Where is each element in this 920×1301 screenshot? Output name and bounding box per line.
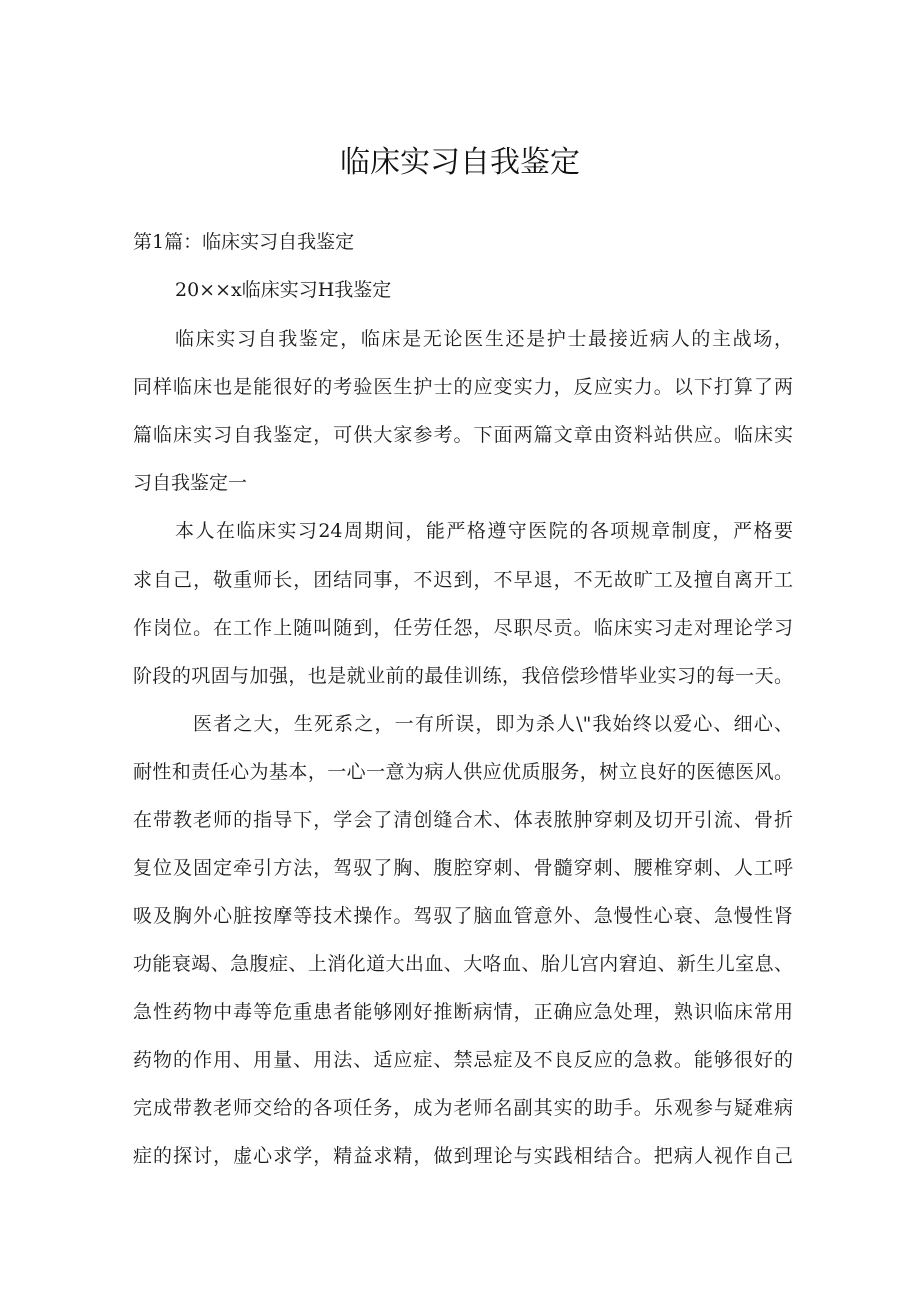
paragraph-line: 复位及固定牵引方法，驾驭了胸、腹腔穿刺、骨髓穿刺、腰椎穿刺、人工呼 (133, 857, 793, 879)
paragraph-line: 作岗位。在工作上随叫随到，任劳任怨，尽职尽贡。临床实习走对理论学习 (133, 617, 793, 639)
paragraph-line: 求自己，敬重师长，团结同事，不迟到，不早退，不无故旷工及擅自离开工 (133, 569, 793, 591)
paragraph-line: 急性药物中毒等危重患者能够刚好推断病情，正确应急处理，熟识临床常用 (133, 1001, 793, 1023)
paragraph-line: 耐性和责任心为基本，一心一意为病人供应优质服务，树立良好的医德医风。 (133, 761, 793, 783)
paragraph-line: 功能衰竭、急腹症、上消化道大出血、大咯血、胎儿宫内窘迫、新生儿室息、 (133, 953, 793, 975)
paragraph-line: 在带教老师的指导下，学会了清创缝合术、体表脓肿穿刺及切开引流、骨折 (133, 809, 793, 831)
paragraph-line: 医者之大，生死系之，一有所误，即为杀人\"我始终以爱心、细心、 (193, 713, 793, 735)
paragraph-line: 篇临床实习自我鉴定，可供大家参考。下面两篇文章由资料站供应。临床实 (133, 424, 793, 446)
paragraph-line: 习自我鉴定一 (133, 472, 248, 494)
paragraph-line: 本人在临床实习24周期间，能严格遵守医院的各项规章制度，严格要 (175, 520, 793, 542)
paragraph-line: 阶段的巩固与加强，也是就业前的最佳训练，我倍偿珍惜毕业实习的每一天。 (133, 665, 793, 687)
paragraph-line: 药物的作用、用量、用法、适应症、禁忌症及不良反应的急救。能够很好的 (133, 1049, 793, 1071)
chapter-heading: 第1篇：临床实习自我鉴定 (133, 231, 355, 253)
paragraph-line: 症的探讨，虚心求学，精益求精，做到理论与实践相结合。把病人视作自己 (133, 1145, 793, 1167)
paragraph-line: 临床实习自我鉴定，临床是无论医生还是护士最接近病人的主战场， (175, 328, 793, 350)
paragraph-line: 吸及胸外心脏按摩等技术操作。驾驭了脑血管意外、急慢性心衰、急慢性肾 (133, 905, 793, 927)
paragraph-line: 完成带教老师交给的各项任务，成为老师名副其实的助手。乐观参与疑难病 (133, 1097, 793, 1119)
document-title: 临床实习自我鉴定 (340, 145, 580, 180)
sub-title: 20××x临床实习H我鉴定 (175, 279, 392, 301)
paragraph-line: 同样临床也是能很好的考验医生护士的应变实力，反应实力。以下打算了两 (133, 376, 793, 398)
